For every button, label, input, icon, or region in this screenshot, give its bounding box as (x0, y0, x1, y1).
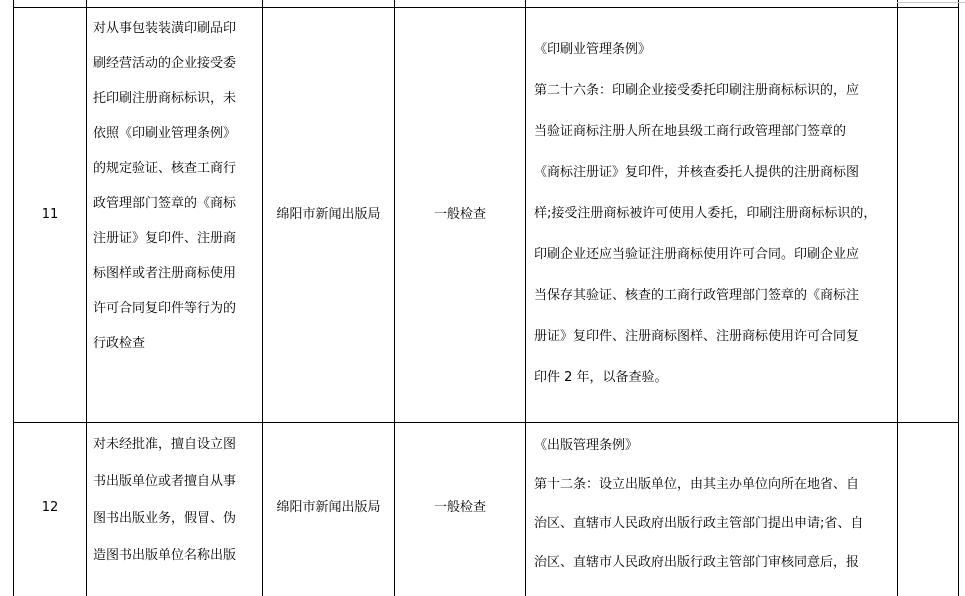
item-name-line: 的规定验证、核查工商行 (93, 161, 237, 176)
item-name-line: 托印刷注册商标标识，未 (93, 91, 237, 106)
item-name-line: 造图书出版单位名称出版 (93, 548, 237, 563)
legal-basis-line: 治区、直辖市人民政府出版行政主管部门审核同意后，报 (534, 555, 860, 570)
remarks-cell (898, 8, 958, 422)
legal-basis-line: 第十二条：设立出版单位，由其主办单位向所在地省、自 (534, 477, 860, 492)
item-name-line: 书出版单位或者擅自从事 (93, 474, 237, 489)
row-number-cell (14, 423, 86, 596)
legal-basis-line: 样;接受注册商标被许可使用人委托，印刷注册商标标识的， (534, 206, 877, 221)
item-name-line: 行政检查 (93, 336, 146, 351)
check-type-cell (395, 8, 525, 422)
row-number: 12 (41, 500, 59, 515)
item-name-line: 注册证》复印件、注册商 (93, 231, 237, 246)
legal-basis-line: 当保存其验证、核查的工商行政管理部门签章的《商标注 (534, 288, 860, 303)
legal-basis-line: 《商标注册证》复印件，并核查委托人提供的注册商标图 (534, 165, 860, 180)
item-name-cell (87, 426, 262, 596)
row-number: 11 (41, 207, 59, 222)
department-cell (263, 8, 394, 422)
legal-basis-line: 当验证商标注册人所在地县级工商行政管理部门签章的 (534, 124, 847, 139)
item-name-cell (87, 11, 262, 421)
item-name-line: 标图样或者注册商标使用 (93, 266, 237, 281)
check-type-cell (395, 423, 525, 596)
department-name: 绵阳市新闻出版局 (276, 500, 381, 515)
item-name-line: 对未经批准，擅自设立图 (93, 437, 237, 452)
legal-basis-cell (526, 426, 897, 596)
item-name-line: 对从事包装装潢印刷品印 (93, 21, 237, 36)
legal-basis-line: 第二十六条：印刷企业接受委托印刷注册商标标识的，应 (534, 83, 860, 98)
item-name-line: 依照《印刷业管理条例》 (93, 126, 237, 141)
check-type: 一般检查 (433, 500, 486, 515)
item-name-line: 政管理部门签章的《商标 (93, 196, 237, 211)
legal-basis-line: 册证》复印件、注册商标图样、注册商标使用许可合同复 (534, 329, 860, 344)
check-type: 一般检查 (433, 207, 486, 222)
item-name-line: 许可合同复印件等行为的 (93, 301, 237, 316)
item-name-line: 刷经营活动的企业接受委 (93, 56, 237, 71)
department-name: 绵阳市新闻出版局 (276, 207, 381, 222)
table-border-right (958, 0, 959, 596)
legal-basis-line: 印刷企业还应当验证注册商标使用许可合同。印刷企业应 (534, 247, 860, 262)
department-cell (263, 423, 394, 596)
legal-basis-line: 《印刷业管理条例》 (534, 42, 652, 57)
legal-basis-line: 治区、直辖市人民政府出版行政主管部门提出申请;省、自 (534, 516, 864, 531)
legal-basis-cell (526, 29, 897, 421)
page-edge-top (897, 2, 965, 3)
remarks-cell (898, 423, 958, 596)
row-number-cell (14, 8, 86, 422)
legal-basis-line: 印件 2 年，以备查验。 (534, 370, 668, 385)
item-name-line: 图书出版业务，假冒、伪 (93, 511, 237, 526)
legal-basis-line: 《出版管理条例》 (534, 438, 639, 453)
